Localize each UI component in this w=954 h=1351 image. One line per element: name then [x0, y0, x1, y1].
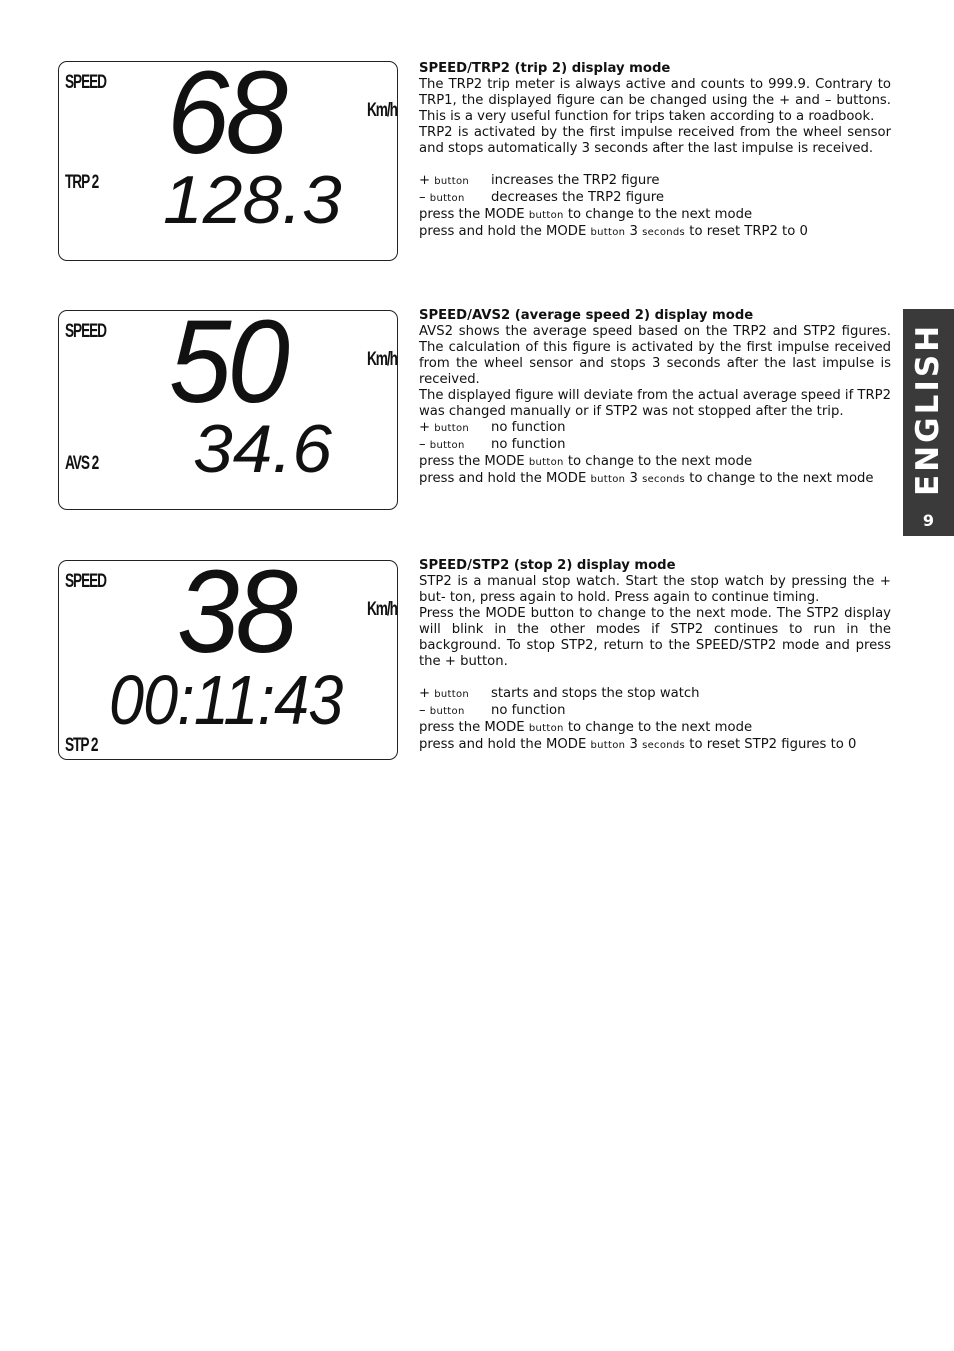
button-row-minus: – button no function	[419, 437, 566, 452]
section-title: SPEED/AVS2 (average speed 2) display mode	[419, 308, 754, 323]
section-paragraph: AVS2 shows the average speed based on the TRP2 and STP2 figures. The calculation of this figure is activated by the first impulse received from the wheel sensor and stops 3 seconds after the last impulse is received.	[419, 324, 891, 387]
button-row-minus: – button no function	[419, 703, 566, 718]
button-row-plus: + button increases the TRP2 figure	[419, 173, 660, 188]
mode-hold-line: press and hold the MODE button 3 seconds to reset TRP2 to 0	[419, 224, 808, 239]
lcd-speed-value: 50	[169, 296, 287, 428]
lcd-display-trp2	[58, 47, 398, 261]
section-avs2	[419, 308, 891, 488]
lcd-speed-value: 38	[177, 546, 295, 678]
section-trp2	[419, 61, 891, 241]
language-tab	[903, 309, 954, 536]
mode-press-line: press the MODE button to change to the next mode	[419, 454, 753, 469]
section-paragraph: The displayed figure will deviate from the actual average speed if TRP2 was changed manually or if STP2 was not stopped after the trip.	[419, 388, 891, 419]
section-paragraph: TRP2 is activated by the first impulse received from the wheel sensor and stops automatically 3 seconds after the last impulse is received.	[419, 125, 891, 156]
section-stp2	[419, 558, 891, 754]
language-label: ENGLISH	[910, 322, 946, 496]
lcd-mode-label: TRP 2	[65, 172, 99, 193]
lcd-mode-label: STP 2	[65, 735, 98, 756]
section-title: SPEED/STP2 (stop 2) display mode	[419, 558, 676, 573]
lcd-display-avs2	[58, 296, 398, 510]
button-row-plus: + button no function	[419, 420, 566, 435]
section-paragraph: The TRP2 trip meter is always active and counts to 999.9. Contrary to TRP1, the displayed figure can be changed using the + and – buttons. This is a very useful function for trips taken according to a roadbook.	[419, 77, 891, 124]
section-title: SPEED/TRP2 (trip 2) display mode	[419, 61, 671, 76]
button-row-minus: – button decreases the TRP2 figure	[419, 190, 664, 205]
lcd-display-stp2	[58, 546, 398, 760]
button-row-plus: + button starts and stops the stop watch	[419, 686, 700, 701]
lcd-mode-label: AVS 2	[65, 453, 99, 474]
section-paragraph: Press the MODE button to change to the next mode. The STP2 display will blink in the other modes if STP2 continues to run in the background. To stop STP2, return to the SPEED/STP2 mode and press the + button.	[419, 606, 891, 669]
section-paragraph: STP2 is a manual stop watch. Start the stop watch by pressing the + but- ton, press again to hold. Press again to continue timing.	[419, 574, 891, 605]
lcd-secondary-value: 128.3	[163, 162, 342, 238]
mode-hold-line: press and hold the MODE button 3 seconds to change to the next mode	[419, 471, 874, 486]
lcd-secondary-value: 34.6	[193, 411, 332, 487]
lcd-speed-value: 68	[167, 47, 285, 179]
lcd-unit-label: Km/h	[367, 349, 397, 370]
lcd-unit-label: Km/h	[367, 100, 397, 121]
page-number: 9	[922, 511, 935, 530]
lcd-speed-label: SPEED	[65, 72, 106, 93]
lcd-speed-label: SPEED	[65, 571, 106, 592]
lcd-speed-label: SPEED	[65, 321, 106, 342]
lcd-unit-label: Km/h	[367, 599, 397, 620]
mode-hold-line: press and hold the MODE button 3 seconds to reset STP2 figures to 0	[419, 737, 857, 752]
mode-press-line: press the MODE button to change to the next mode	[419, 207, 753, 222]
mode-press-line: press the MODE button to change to the next mode	[419, 720, 753, 735]
lcd-secondary-value: 00:11:43	[109, 661, 343, 739]
